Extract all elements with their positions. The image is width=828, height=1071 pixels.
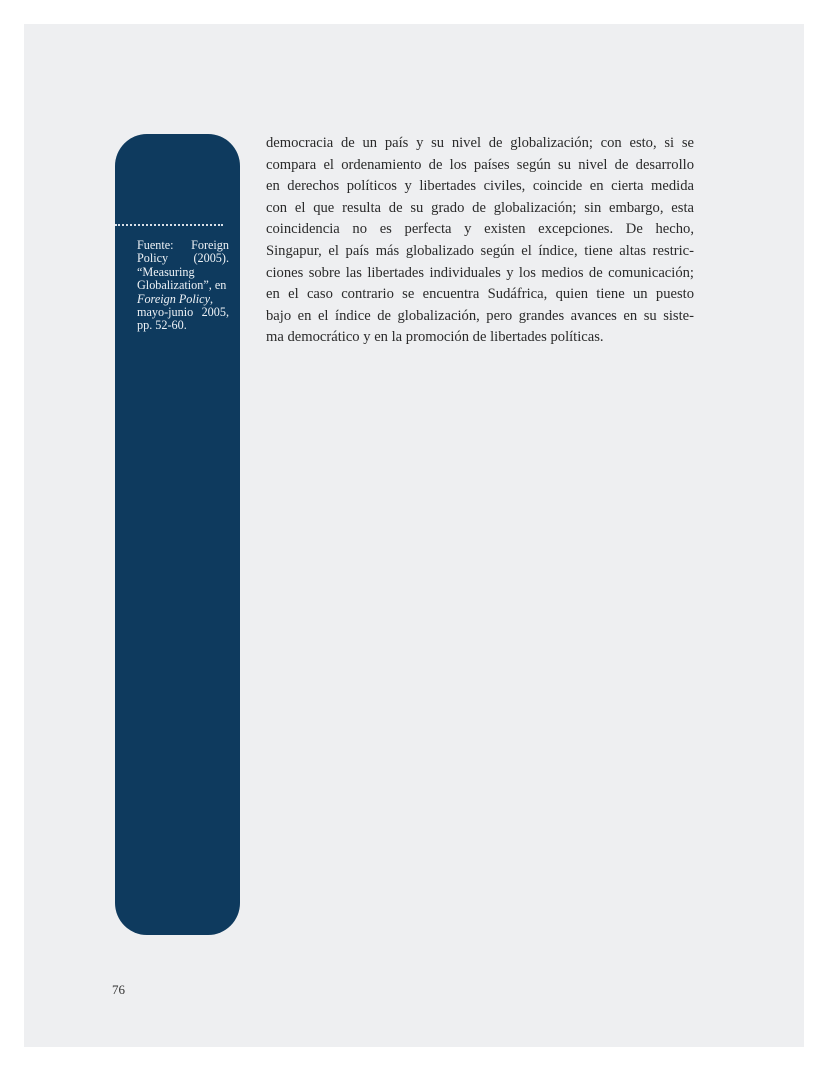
source-note-line: Fuente: Foreign — [137, 238, 229, 252]
body-line: Singapur, el país más globalizado según el índice, tiene altas restric- — [266, 242, 694, 259]
body-line: democracia de un país y su nivel de globalización; con esto, si se — [266, 135, 694, 151]
source-note-line: pp. 52-60. — [137, 318, 187, 333]
page-number: 76 — [112, 982, 125, 997]
source-note-line: mayo-junio 2005, — [137, 305, 229, 320]
body-line: bajo en el índice de globalización, pero grandes avances en su siste- — [266, 307, 694, 324]
body-line: compara el ordenamiento de los países según su nivel de desarrollo — [266, 156, 694, 173]
body-line: coincidencia no es perfecta y existen excepciones. De hecho, — [266, 221, 694, 238]
page — [24, 24, 804, 1047]
source-note — [137, 239, 229, 333]
body-line: ciones sobre las libertades individuales y los medios de comunicación; — [266, 264, 694, 281]
body-line: en el caso contrario se encuentra Sudáfrica, quien tiene un puesto — [266, 286, 694, 303]
source-note-line: Globalization”, en — [137, 278, 227, 293]
body-paragraph — [266, 133, 694, 349]
source-note-line — [137, 293, 229, 306]
source-note-italic: Foreign Policy — [137, 291, 210, 306]
body-line: en derechos políticos y libertades civiles, coincide en cierta medida — [266, 178, 694, 195]
source-note-line: Policy (2005). — [137, 251, 229, 266]
body-line: con el que resulta de su grado de globalización; sin embargo, esta — [266, 199, 694, 216]
source-note-line: “Measuring — [137, 264, 195, 279]
dotted-divider — [115, 224, 223, 226]
body-line: ma democrático y en la promoción de libertades políticas. — [266, 329, 604, 346]
source-note-comma: , — [210, 291, 214, 306]
